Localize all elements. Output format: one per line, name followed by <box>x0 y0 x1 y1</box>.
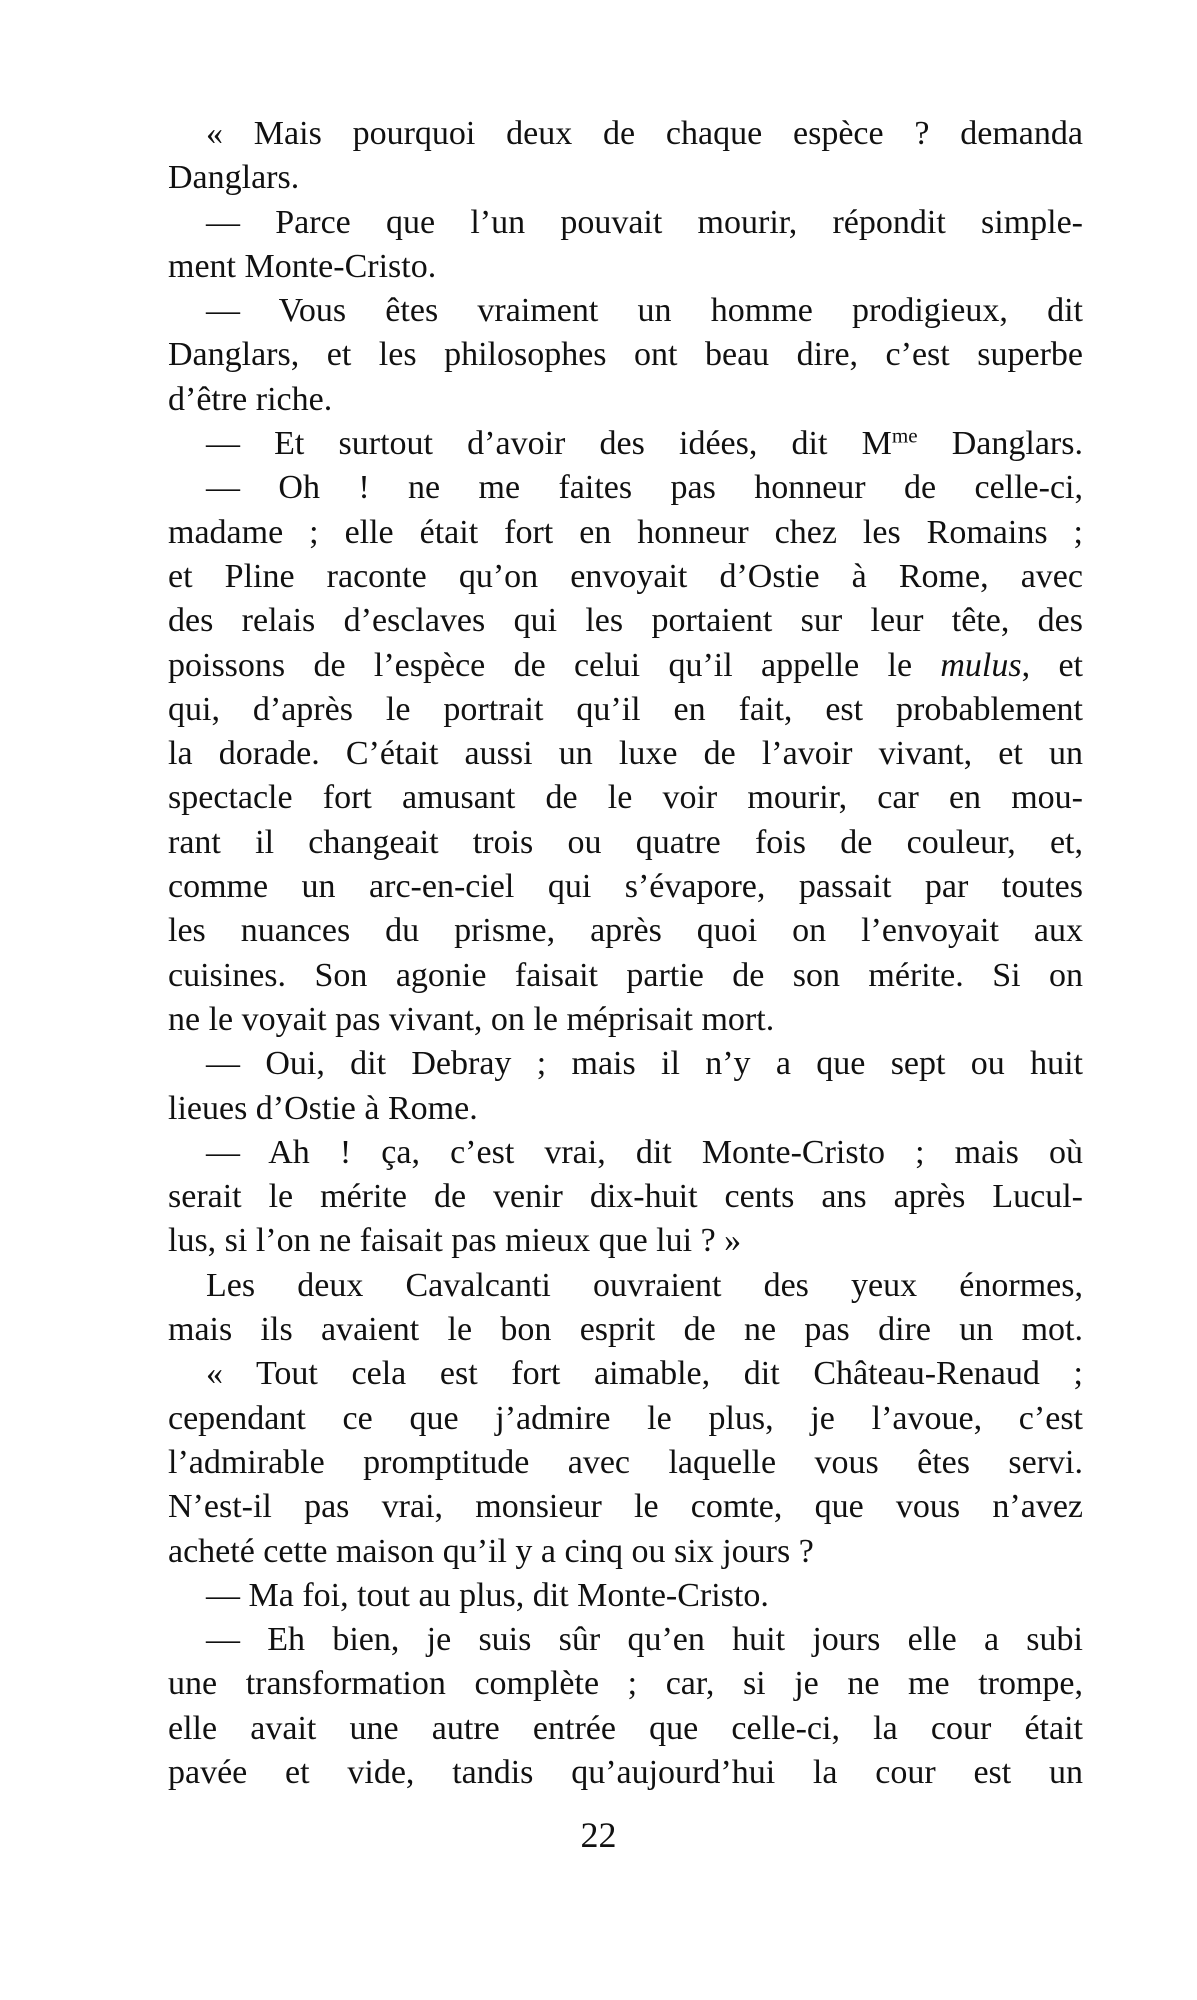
text-line: Danglars, et les philosophes ont beau dire, c’est superbe <box>168 336 1083 374</box>
body-text <box>168 112 1083 1795</box>
text-line: serait le mérite de venir dix-huit cents ans après Lucul- <box>168 1178 1083 1216</box>
text-line: — Oui, dit Debray ; mais il n’y a que sept ou huit <box>206 1045 1083 1083</box>
text-line: cuisines. Son agonie faisait partie de son mérite. Si on <box>168 956 1083 994</box>
text-line: N’est-il pas vrai, monsieur le comte, que vous n’avez <box>168 1488 1083 1526</box>
text-line: cependant ce que j’admire le plus, je l’avoue, c’est <box>168 1399 1083 1437</box>
text-line: spectacle fort amusant de le voir mourir, car en mou- <box>168 779 1083 817</box>
text-line: acheté cette maison qu’il y a cinq ou six jours ? <box>168 1532 814 1570</box>
text-line: — Parce que l’un pouvait mourir, répondit simple- <box>206 203 1083 241</box>
text-line: comme un arc-en-ciel qui s’évapore, passait par toutes <box>168 868 1083 906</box>
text-line: ne le voyait pas vivant, on le méprisait mort. <box>168 1000 775 1038</box>
text-line: « Mais pourquoi deux de chaque espèce ? demanda <box>206 115 1083 152</box>
text-line: madame ; elle était fort en honneur chez les Romains ; <box>168 513 1083 551</box>
text-line: — Ah ! ça, c’est vrai, dit Monte-Cristo ; mais où <box>206 1133 1083 1171</box>
superscript: me <box>891 423 918 448</box>
italic-word: mulus <box>940 646 1022 684</box>
text-line: mais ils avaient le bon esprit de ne pas dire un mot. <box>168 1311 1083 1349</box>
text-line: qui, d’après le portrait qu’il en fait, est probablement <box>168 690 1083 728</box>
text-line: rant il changeait trois ou quatre fois de couleur, et, <box>168 823 1083 861</box>
text-fragment: poissons de l’espèce de celui qu’il appelle le <box>168 646 941 684</box>
text-line: — Oh ! ne me faites pas honneur de celle-ci, <box>206 469 1083 507</box>
text-line: lieues d’Ostie à Rome. <box>168 1089 478 1127</box>
text-line: une transformation complète ; car, si je ne me trompe, <box>168 1665 1083 1703</box>
text-line <box>168 422 1083 466</box>
text-line: d’être riche. <box>168 380 333 418</box>
text-line: les nuances du prisme, après quoi on l’envoyait aux <box>168 912 1083 950</box>
text-line: lus, si l’on ne faisait pas mieux que lui ? » <box>168 1222 742 1260</box>
text-line: des relais d’esclaves qui les portaient sur leur tête, des <box>168 602 1083 640</box>
text-line: « Tout cela est fort aimable, dit Château-Renaud ; <box>206 1355 1083 1393</box>
text-fragment: , et <box>1021 646 1083 684</box>
page-number: 22 <box>580 1815 617 1855</box>
text-line <box>168 644 1083 688</box>
text-line: la dorade. C’était aussi un luxe de l’avoir vivant, et un <box>168 735 1083 773</box>
text-line: Les deux Cavalcanti ouvraient des yeux énormes, <box>206 1266 1083 1304</box>
text-line: Danglars. <box>168 159 300 197</box>
text-line: ment Monte-Cristo. <box>168 247 437 285</box>
text-line: — Eh bien, je suis sûr qu’en huit jours elle a subi <box>206 1621 1083 1659</box>
text-line: — Vous êtes vraiment un homme prodigieux, dit <box>206 292 1083 330</box>
text-line: — Ma foi, tout au plus, dit Monte-Cristo. <box>206 1576 769 1614</box>
text-line: pavée et vide, tandis qu’aujourd’hui la cour est un <box>168 1753 1083 1791</box>
text-line: et Pline raconte qu’on envoyait d’Ostie à Rome, avec <box>168 557 1083 595</box>
text-fragment: — Et surtout d’avoir des idées, dit M <box>206 425 892 463</box>
text-fragment: Danglars. <box>917 425 1083 463</box>
text-line: elle avait une autre entrée que celle-ci, la cour était <box>168 1709 1083 1747</box>
text-line: l’admirable promptitude avec laquelle vous êtes servi. <box>168 1443 1083 1481</box>
